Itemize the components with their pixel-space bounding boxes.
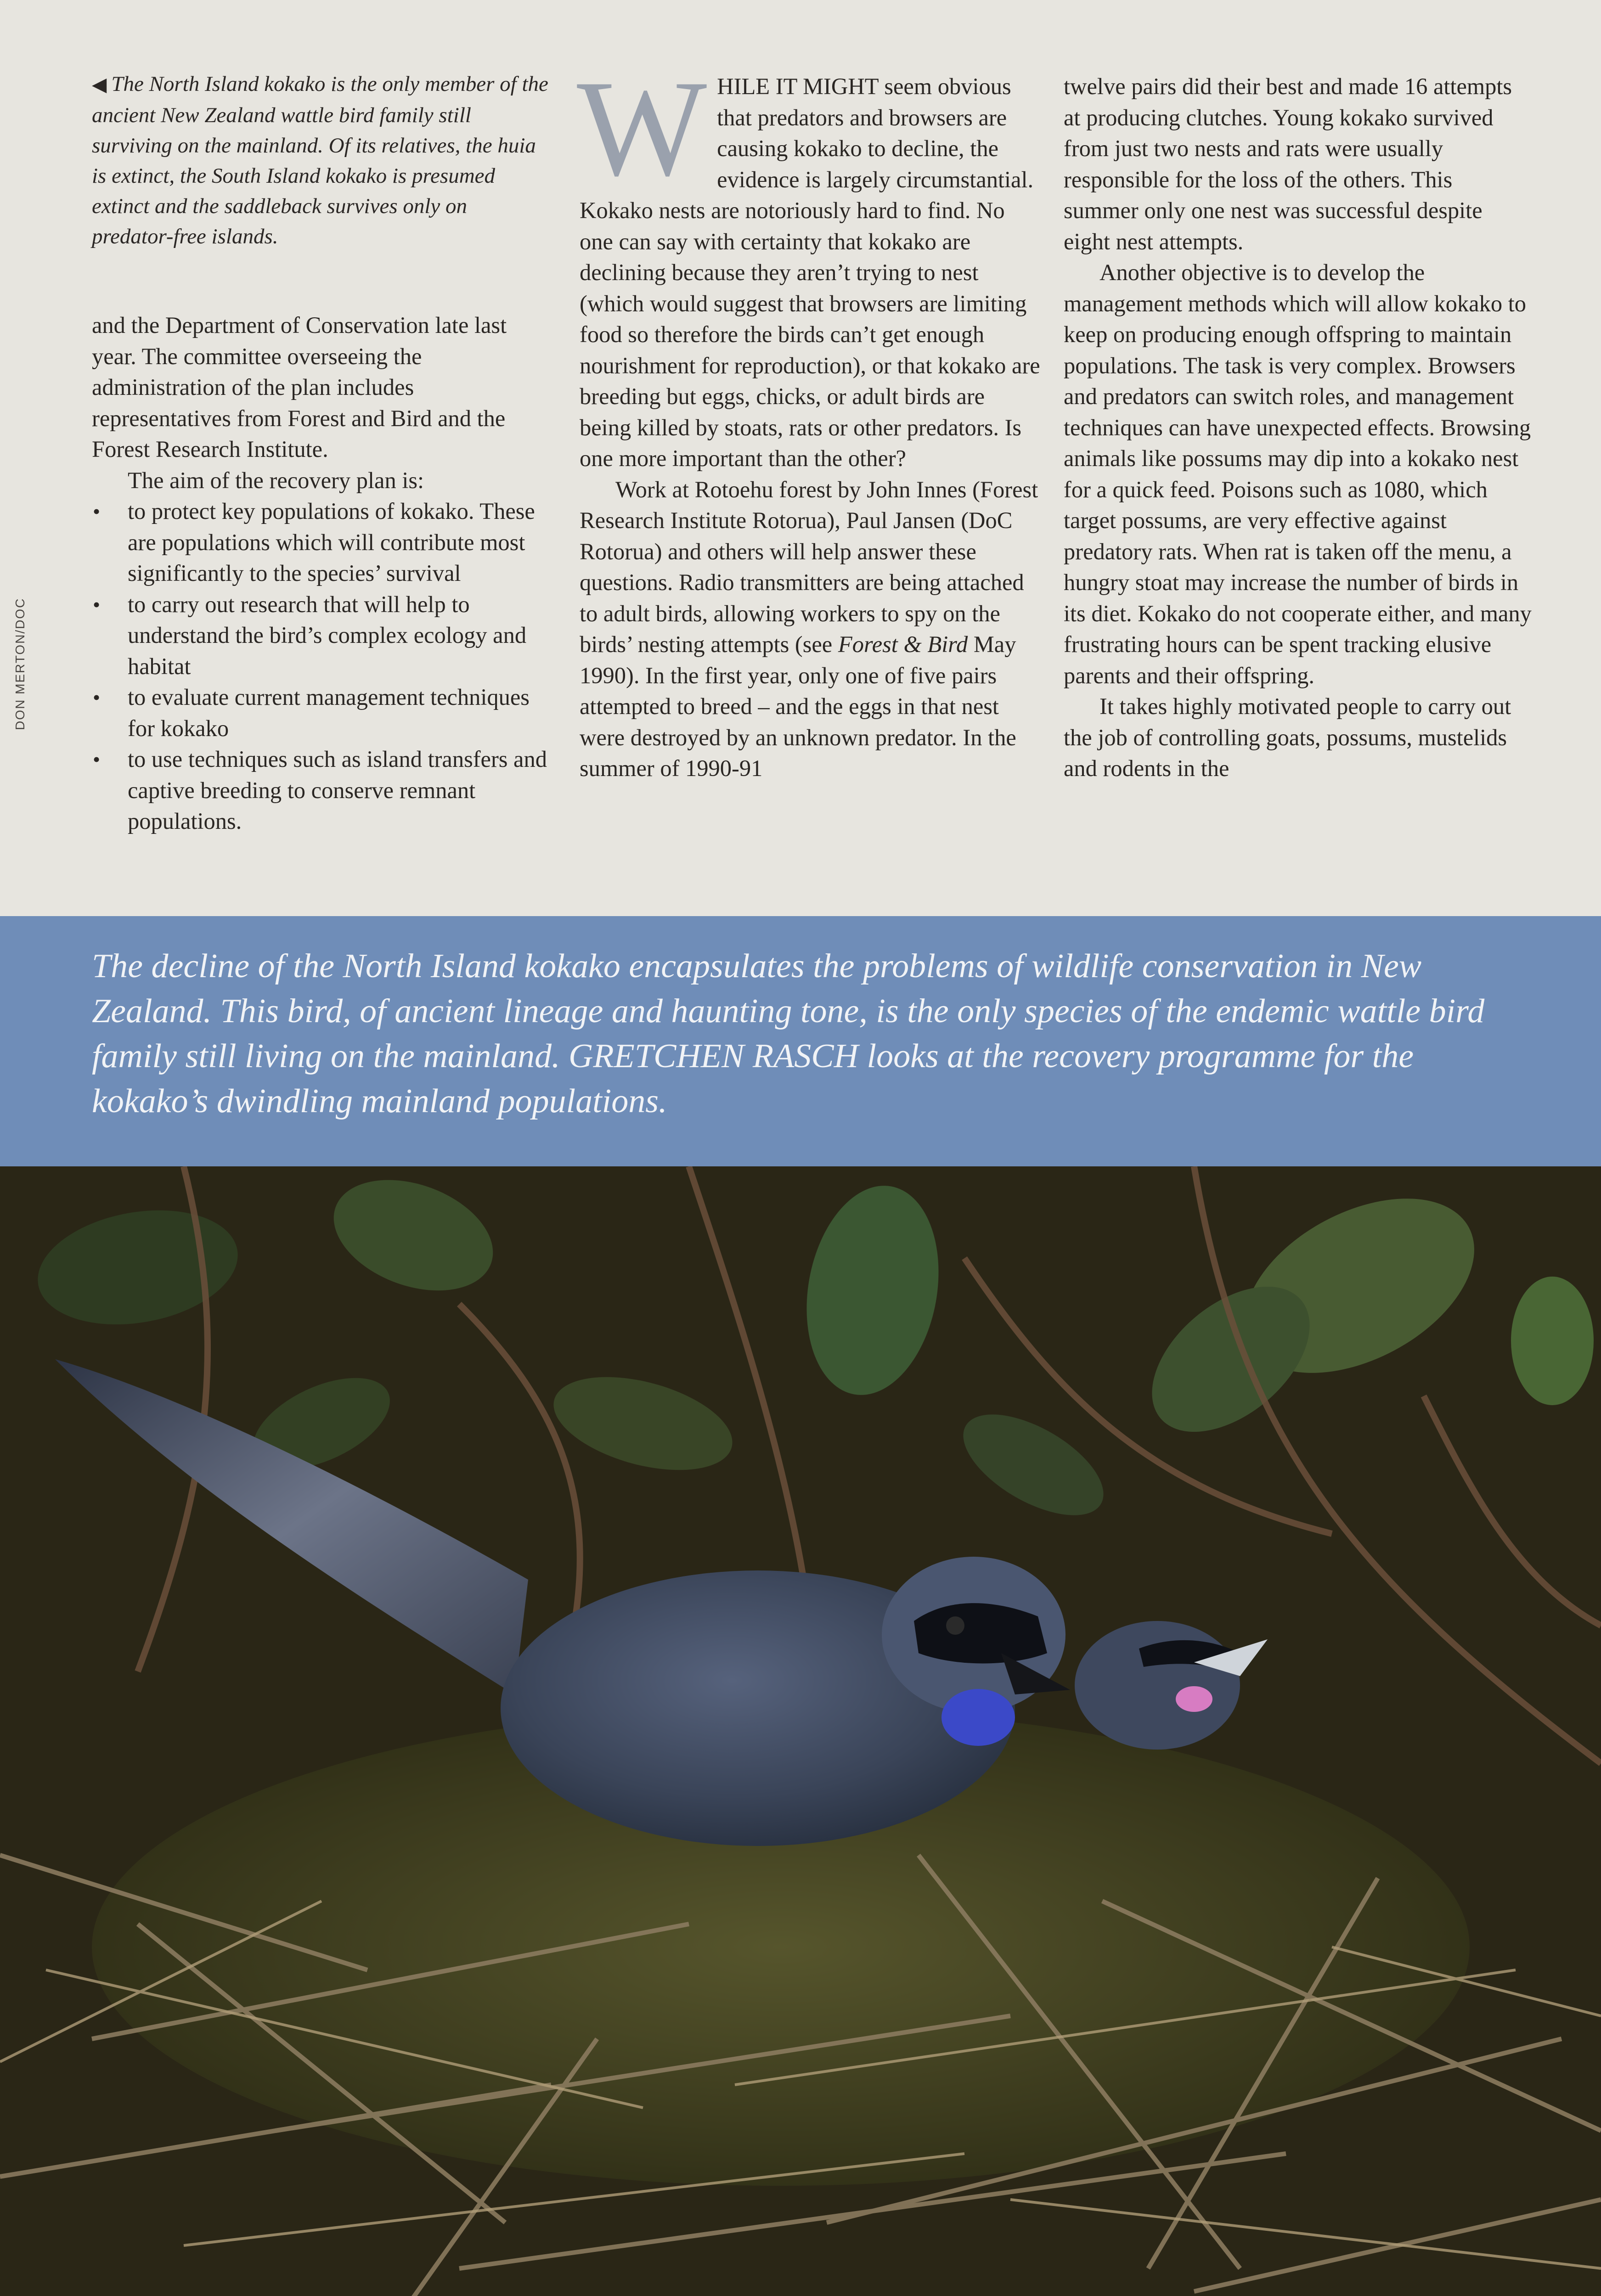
standfirst-text: The decline of the North Island kokako encapsulates the problems of wildlife conservation in New Zealand. This bird, of ancient lineage and haunting tone, is the only species of the endemic wattle bird family still living on the mainland. GRETCHEN RASCH looks at the recovery programme for the kokako’s dwindling mainland populations.: [92, 947, 1485, 1120]
column-1: [92, 310, 556, 837]
chick-wattle: [1176, 1686, 1212, 1712]
column-3-paragraph-2: Another objective is to develop the management methods which will allow kokako to keep on producing enough offspring to maintain populations. The task is very complex. Browsers and predators can switch roles, and management techniques can have unexpected effects. Browsing animals like possums may dip into a kokako nest for a quick feed. Poisons such as 1080, which target possums, are very effective against predatory rats. When rat is taken off the menu, a hungry stoat may increase the number of birds in its diet. Kokako do not cooperate either, and many frustrating hours can be spent tracking elusive parents and their offspring.: [1064, 259, 1532, 688]
list-item: • to protect key populations of kokako. These are populations which will contribute most significantly to the species’ survival: [92, 496, 556, 589]
kokako-nest-photo: [0, 1166, 1601, 2296]
column-2-paragraph-1-text: seem obvious that predators and browsers are causing kokako to decline, the evidence is largely circumstantial. Kokako nests are notoriously hard to find. No one can say with certainty that kokako are declining because they aren’t trying to nest (which would suggest that browsers are limiting food so therefore the birds can’t get enough nourishment for reproduction), or that kokako are breeding but eggs, chicks, or adult birds are being killed by stoats, rats or other predators. Is one more important than the other?: [580, 73, 1040, 471]
column-2-paragraph-2-text-b: May 1990). In the first year, only one of five pairs attempted to breed – and the eggs in that nest were destroyed by an unknown predator. In the summer of 1990-91: [580, 631, 1016, 781]
column-2-paragraph-2-text-a: Work at Rotoehu forest by John Innes (Forest Research Institute Rotorua), Paul Jansen (DoC Rotorua) and others will help answer these questions. Radio transmitters are being attached to adult birds, allowing workers to spy on the birds’ nesting attempts (see: [580, 476, 1038, 657]
column-3-paragraph-1: twelve pairs did their best and made 16 attempts at producing clutches. Young kokako survived from just two nests and rats were usually responsible for the loss of the others. This summer only one nest was successful despite eight nest attempts.: [1064, 73, 1512, 254]
photo-credit: DON MERTON/DOC: [13, 597, 27, 730]
column-1-paragraph-2: The aim of the recovery plan is:: [128, 467, 424, 493]
column-2: [577, 52, 1041, 784]
list-item: • to use techniques such as island transfers and captive breeding to conserve remnant populations.: [92, 744, 556, 837]
blue-wattle: [941, 1689, 1015, 1746]
column-1-paragraph-1: and the Department of Conservation late last year. The committee overseeing the administration of the plan includes representatives from Forest and Bird and the Forest Research Institute.: [92, 312, 507, 462]
column-2-paragraph-2: [580, 474, 1041, 784]
column-3: [1064, 71, 1532, 784]
drop-cap: W: [577, 52, 707, 204]
magazine-reference: Forest & Bird: [838, 631, 968, 657]
lead-in-caps: HILE IT MIGHT: [717, 73, 879, 99]
caption-text: The North Island kokako is the only member of the ancient New Zealand wattle bird family still surviving on the mainland. Of its relatives, the huia is extinct, the South Island kokako is presumed extinct and the saddleback survives only on predator-free islands.: [92, 72, 548, 248]
chick-head: [1075, 1621, 1240, 1750]
list-item: • to carry out research that will help to understand the bird’s complex ecology and habitat: [92, 589, 556, 682]
kokako-nest-illustration: [0, 1166, 1601, 2296]
column-2-paragraph-1: [577, 52, 1041, 474]
photo-caption: [92, 69, 551, 252]
caption-arrow-icon: ◀: [92, 74, 107, 96]
recovery-aims-list: [92, 496, 556, 837]
column-3-paragraph-3: It takes highly motivated people to carry out the job of controlling goats, possums, mustelids and rodents in the: [1064, 693, 1511, 781]
list-item: • to evaluate current management techniques for kokako: [92, 682, 556, 744]
eye: [946, 1616, 964, 1635]
